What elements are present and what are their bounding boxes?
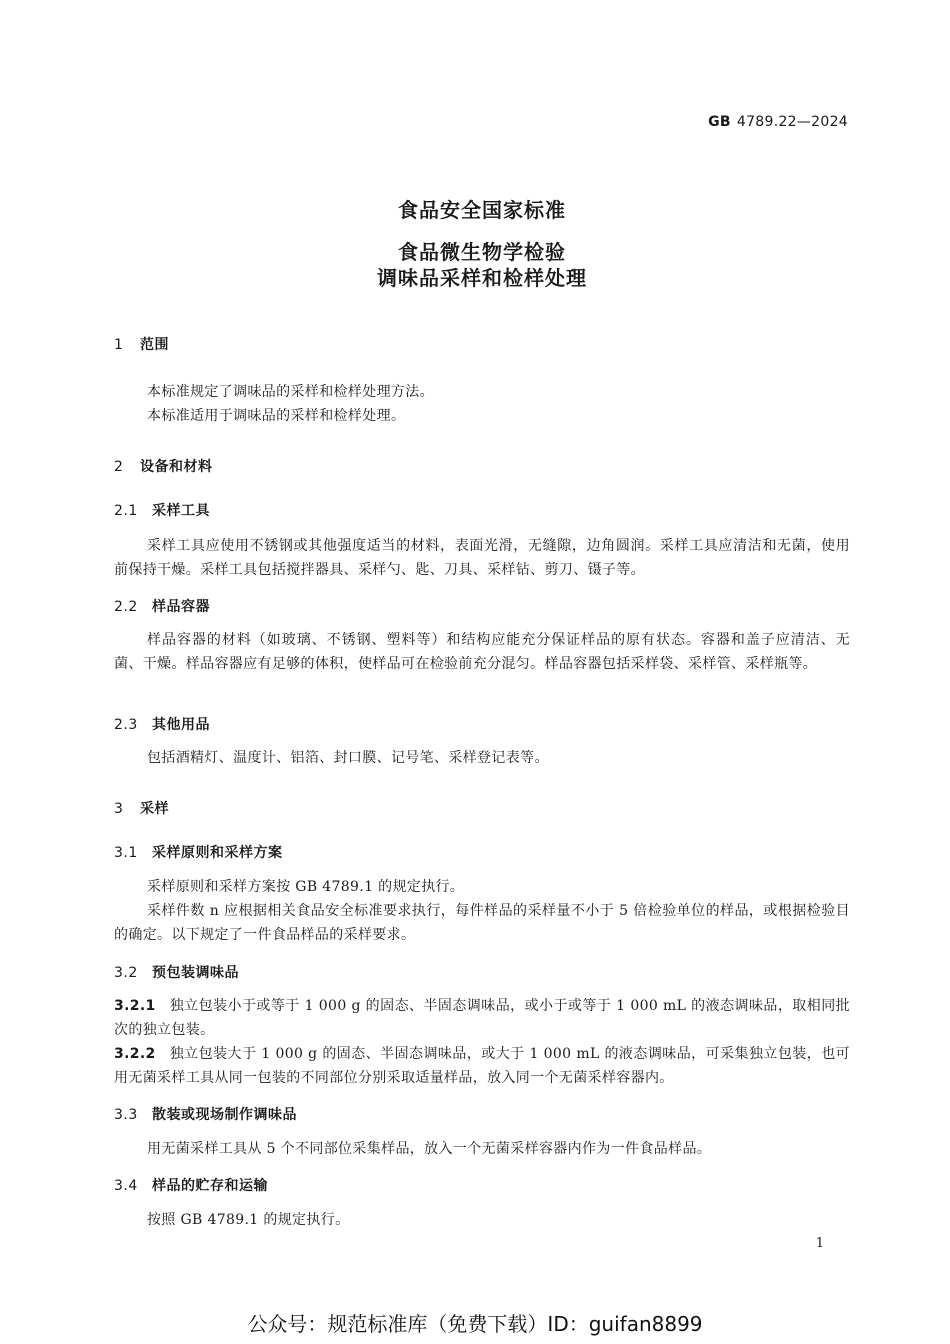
section-3-1-paragraph-1: 采样原则和采样方案按 GB 4789.1 的规定执行。 — [147, 879, 465, 895]
section-2-3-paragraph: 包括酒精灯、温度计、铝箔、封口膜、记号笔、采样登记表等。 — [147, 750, 549, 766]
subsection-number: 3.4 — [114, 1178, 138, 1194]
subsection-number: 3.1 — [114, 845, 138, 861]
subsection-title: 其他用品 — [152, 717, 210, 733]
clause-text: 独立包装大于 1 000 g 的固态、半固态调味品，或大于 1 000 mL 的液态调味品，可采集独立包装，也可用无菌采样工具从同一包装的不同部位分别采取适量样品，放入同一个无菌采样容器内。 — [114, 1046, 850, 1086]
subsection-number: 2.2 — [114, 599, 138, 615]
section-3-4-paragraph: 按照 GB 4789.1 的规定执行。 — [147, 1212, 350, 1228]
section-1-paragraph-1: 本标准规定了调味品的采样和检样处理方法。 — [147, 384, 434, 400]
section-number: 3 — [114, 801, 124, 817]
subsection-title: 样品的贮存和运输 — [152, 1178, 268, 1194]
section-3-heading — [114, 798, 169, 818]
section-2-1-heading — [114, 500, 210, 520]
subsection-number: 2.3 — [114, 717, 138, 733]
section-2-1-paragraph: 采样工具应使用不锈钢或其他强度适当的材料，表面光滑，无缝隙，边角圆润。采样工具应清洁和无菌，使用前保持干燥。采样工具包括搅拌器具、采样勺、匙、刀具、采样钻、剪刀、镊子等。 — [114, 538, 850, 578]
standard-code: 4789.22—2024 — [736, 114, 848, 130]
section-title: 范围 — [140, 337, 169, 353]
section-number: 1 — [114, 337, 124, 353]
section-1-heading — [114, 334, 169, 354]
doc-title-line-1: 食品安全国家标准 — [398, 198, 566, 222]
subsection-title: 采样工具 — [152, 503, 210, 519]
section-2-3-heading — [114, 714, 210, 734]
section-3-3-paragraph: 用无菌采样工具从 5 个不同部位采集样品，放入一个无菌采样容器内作为一件食品样品。 — [147, 1141, 712, 1157]
subsection-number: 3.2 — [114, 965, 138, 981]
section-1-paragraph-2: 本标准适用于调味品的采样和检样处理。 — [147, 408, 406, 424]
section-3-3-heading — [114, 1104, 297, 1124]
standard-number — [708, 114, 848, 130]
section-number: 2 — [114, 459, 124, 475]
footer-watermark: 公众号：规范标准库（免费下载）ID：guifan8899 — [247, 1312, 703, 1336]
standard-prefix: GB — [708, 114, 731, 130]
subsection-title: 样品容器 — [152, 599, 210, 615]
subsection-title: 散装或现场制作调味品 — [152, 1107, 297, 1123]
clause-text: 独立包装小于或等于 1 000 g 的固态、半固态调味品，或小于或等于 1 000 mL 的液态调味品，取相同批次的独立包装。 — [114, 998, 850, 1038]
section-2-2-heading — [114, 596, 210, 616]
section-3-2-heading — [114, 962, 239, 982]
subsection-title: 采样原则和采样方案 — [152, 845, 283, 861]
page-number: 1 — [815, 1236, 824, 1251]
doc-title-line-3: 调味品采样和检样处理 — [377, 266, 587, 290]
subsection-number: 3.3 — [114, 1107, 138, 1123]
section-3-1-heading — [114, 842, 283, 862]
section-3-4-heading — [114, 1175, 268, 1195]
section-2-heading — [114, 456, 213, 476]
clause-3-2-1 — [114, 994, 850, 1042]
clause-3-2-2 — [114, 1042, 850, 1090]
section-2-2-paragraph: 样品容器的材料（如玻璃、不锈钢、塑料等）和结构应能充分保证样品的原有状态。容器和盖子应清洁、无菌、干燥。样品容器应有足够的体积，使样品可在检验前充分混匀。样品容器包括采样袋、采样管、采样瓶等。 — [114, 632, 850, 672]
doc-title-line-2: 食品微生物学检验 — [398, 240, 566, 264]
section-3-1-paragraph-2: 采样件数 n 应根据相关食品安全标准要求执行，每件样品的采样量不小于 5 倍检验单位的样品，或根据检验目的确定。以下规定了一件食品样品的采样要求。 — [114, 903, 850, 943]
subsection-number: 2.1 — [114, 503, 138, 519]
clause-number: 3.2.1 — [114, 998, 156, 1014]
section-title: 采样 — [140, 801, 169, 817]
clause-number: 3.2.2 — [114, 1046, 156, 1062]
subsection-title: 预包装调味品 — [152, 965, 239, 981]
section-title: 设备和材料 — [140, 459, 213, 475]
